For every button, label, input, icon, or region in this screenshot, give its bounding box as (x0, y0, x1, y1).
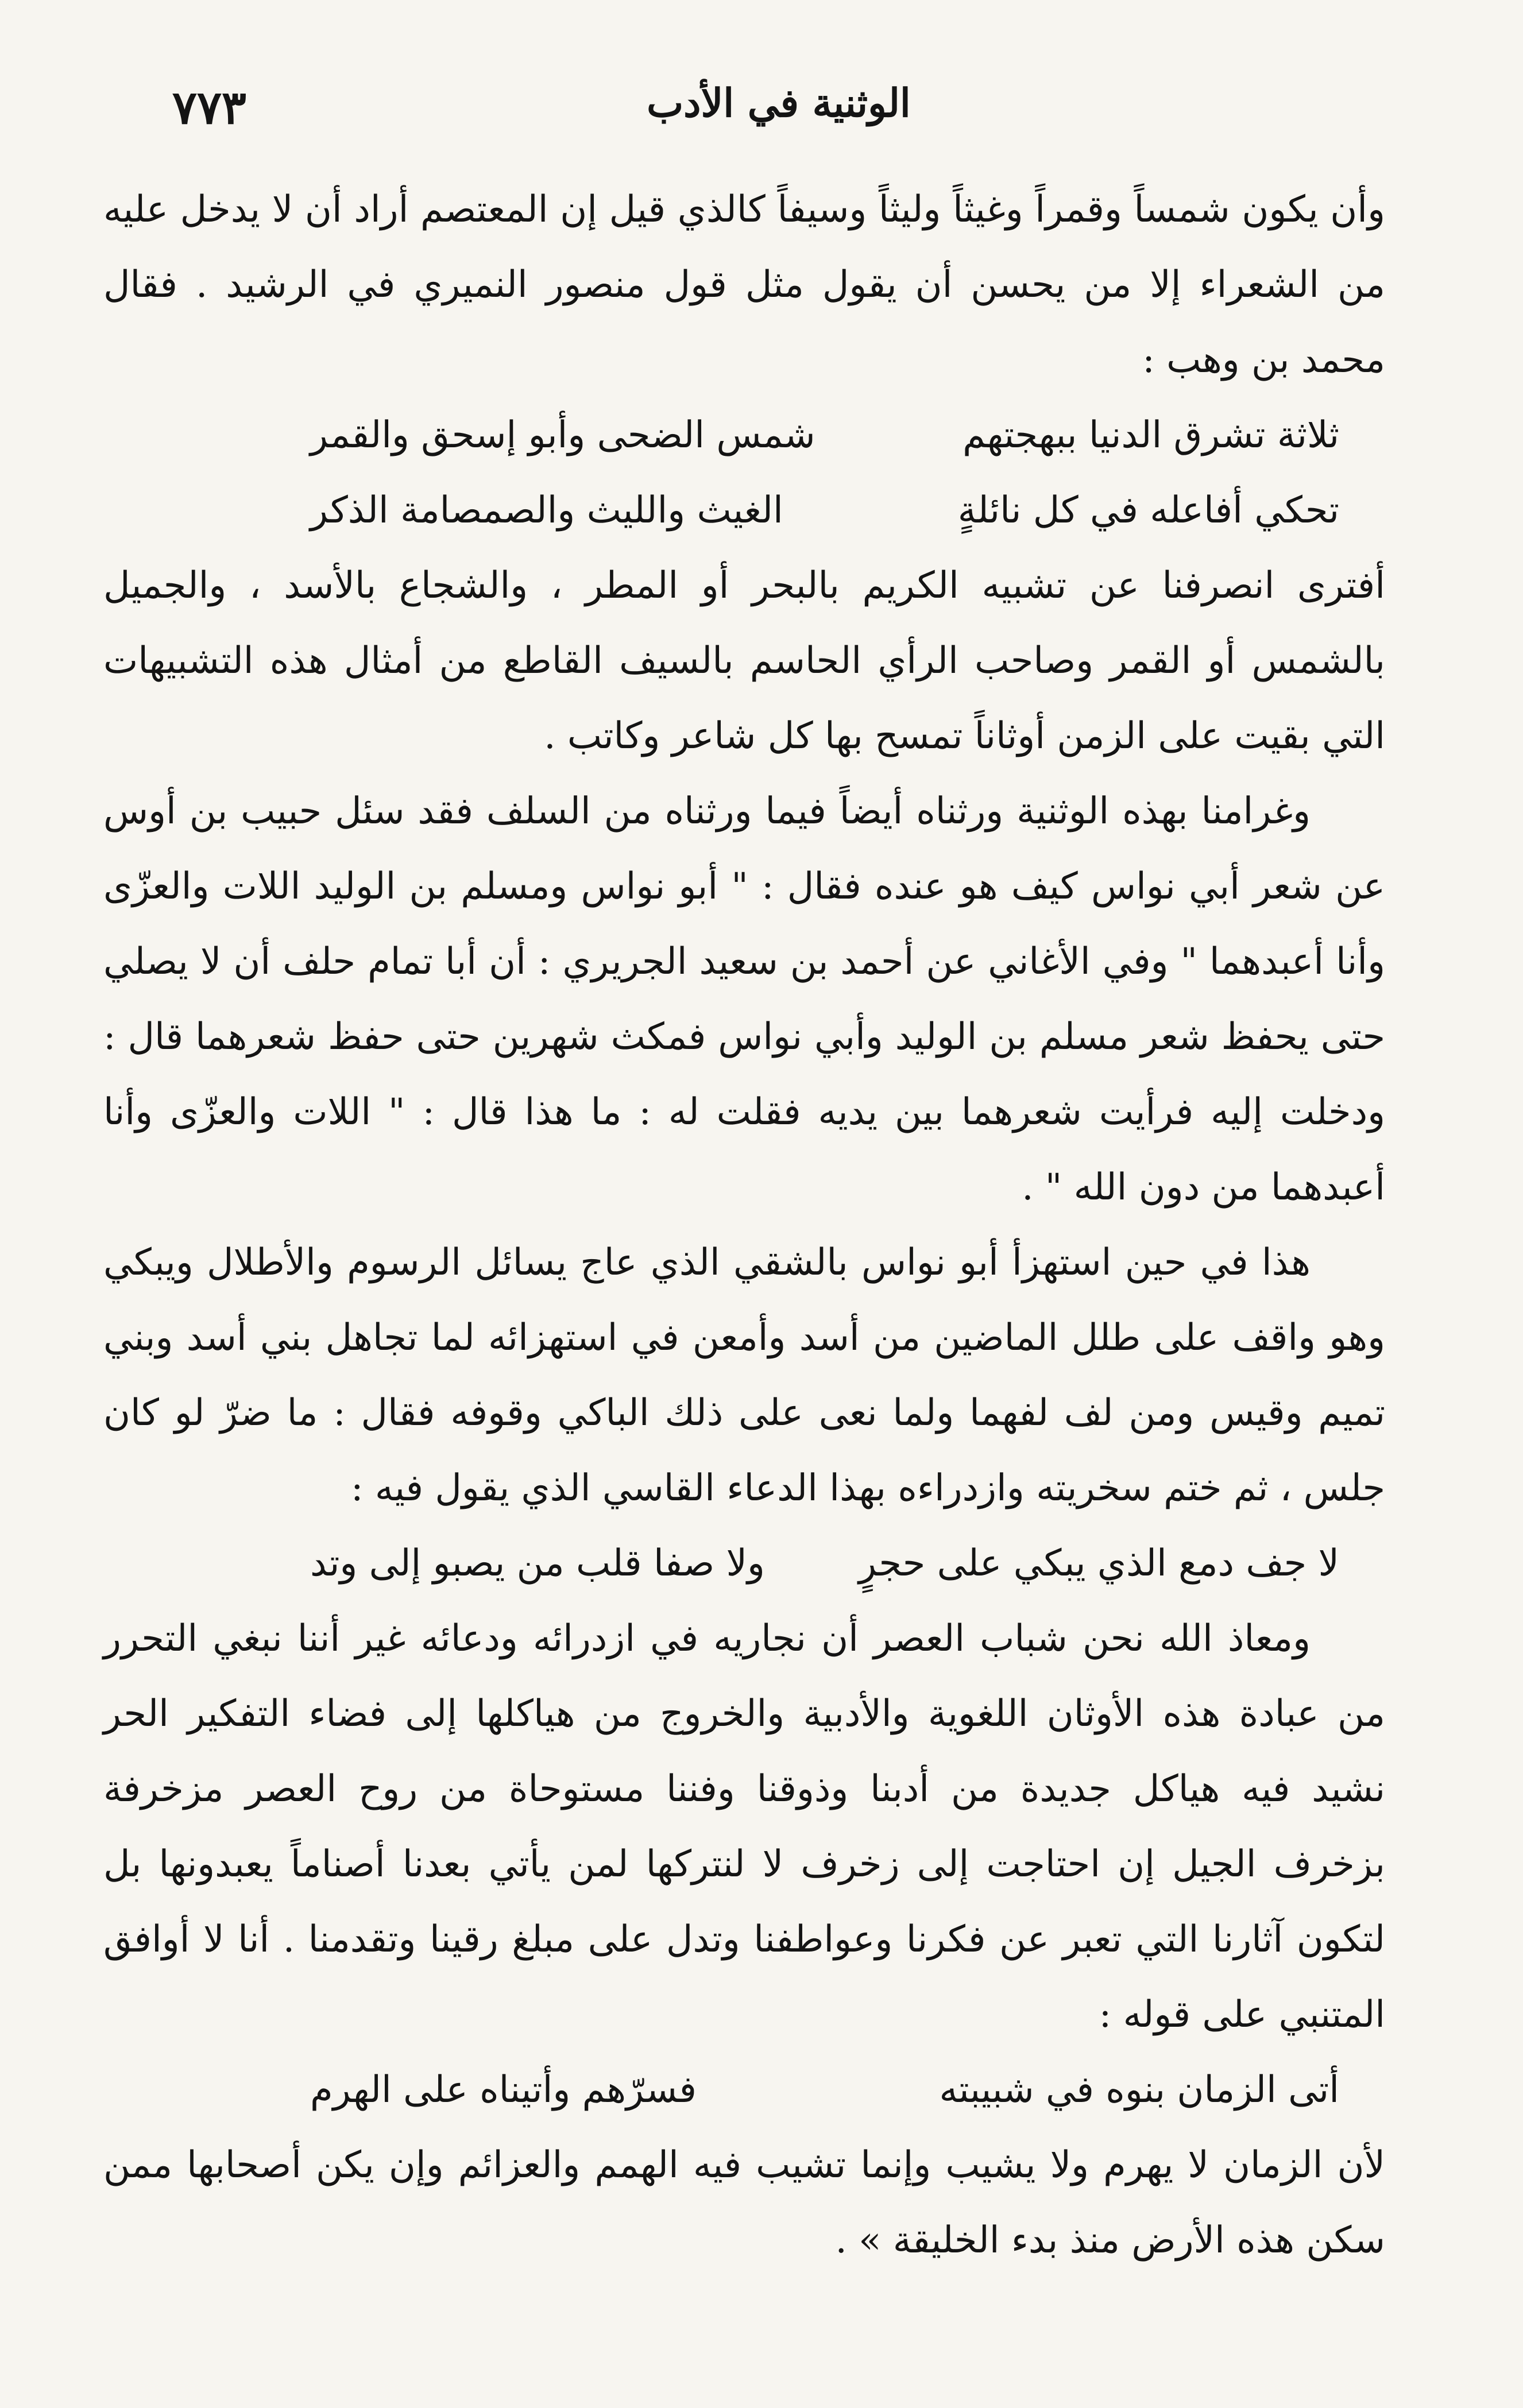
paragraph-1: وأن يكون شمساً وقمراً وغيثاً وليثاً وسيفاً كالذي قيل إن المعتصم أراد أن لا يدخل عليه من الشعراء إلا من يحسن أن يقول مثل قول منصور النميري في الرشيد . فقال محمد بن وهب : (103, 188, 1385, 381)
verse-4-second-hemistich: فسرّهم وأتيناه على الهرم (310, 2069, 697, 2111)
running-title: الوثنية في الأدب (647, 80, 911, 126)
verse-2-first-hemistich: تحكي أفاعله في كل نائلةٍ (957, 489, 1339, 532)
verse-3-first-hemistich: لا جف دمع الذي يبكي على حجرٍ (859, 1542, 1339, 1585)
verse-2 (103, 473, 1385, 548)
page-header (138, 80, 1420, 144)
verse-1-first-hemistich: ثلاثة تشرق الدنيا ببهجتهم (962, 414, 1339, 456)
paragraph-5: ومعاذ الله نحن شباب العصر أن نجاريه في ازدرائه ودعائه غير أننا نبغي التحرر من عبادة هذه الأوثان اللغوية والأدبية والخروج من هياكلها إلى فضاء التفكير الحر نشيد فيه هياكل جديدة من أدبنا وذوقنا وفننا مستوحاة من روح العصر مزخرفة بزخرف الجيل إن احتاجت إلى زخرف لا لنتركها لمن يأتي بعدنا أصناماً يعبدونها بل لتكون آثارنا التي تعبر عن فكرنا وعواطفنا وتدل على مبلغ رقينا وتقدمنا . أنا لا أوافق المتنبي على قوله : (103, 1617, 1386, 2036)
paragraph-2: أفترى انصرفنا عن تشبيه الكريم بالبحر أو المطر ، والشجاع بالأسد ، والجميل بالشمس أو القمر وصاحب الرأي الحاسم بالسيف القاطع من أمثال هذه التشبيهات التي بقيت على الزمن أوثاناً تمسح بها كل شاعر وكاتب . (103, 564, 1386, 757)
paragraph-4: هذا في حين استهزأ أبو نواس بالشقي الذي عاج يسائل الرسوم والأطلال ويبكي وهو واقف على طلل الماضين من أسد وأمعن في استهزائه لما تجاهل بني أسد وبني تميم وقيس ومن لف لفهما ولما نعى على ذلك الباكي وقوفه فقال : ما ضرّ لو كان جلس ، ثم ختم سخريته وازدراءه بهذا الدعاء القاسي الذي يقول فيه : (103, 1241, 1385, 1509)
paragraph-3: وغرامنا بهذه الوثنية ورثناه أيضاً فيما ورثناه من السلف فقد سئل حبيب بن أوس عن شعر أبي نواس كيف هو عنده فقال : " أبو نواس ومسلم بن الوليد اللات والعزّى وأنا أعبدهما " وفي الأغاني عن أحمد بن سعيد الجريري : أن أبا تمام حلف أن لا يصلي حتى يحفظ شعر مسلم بن الوليد وأبي نواس فمكث شهرين حتى حفظ شعرهما قال : ودخلت إليه فرأيت شعرهما بين يديه فقلت له : ما هذا قال : " اللات والعزّى وأنا أعبدهما من دون الله " . (103, 790, 1386, 1209)
page-body (103, 172, 1385, 2278)
page-number: ٧٧٣ (172, 80, 246, 134)
verse-3-second-hemistich: ولا صفا قلب من يصبو إلى وتد (310, 1542, 765, 1585)
verse-4 (103, 2053, 1385, 2128)
paragraph-6: لأن الزمان لا يهرم ولا يشيب وإنما تشيب فيه الهمم والعزائم وإن يكن أصحابها ممن سكن هذه الأرض منذ بدء الخليقة » . (103, 2144, 1385, 2262)
verse-3 (103, 1526, 1385, 1601)
verse-1-second-hemistich: شمس الضحى وأبو إسحق والقمر (310, 414, 815, 456)
verse-1 (103, 398, 1385, 473)
verse-2-second-hemistich: الغيث والليث والصمصامة الذكر (310, 489, 783, 532)
verse-4-first-hemistich: أتى الزمان بنوه في شبيبته (939, 2069, 1339, 2111)
